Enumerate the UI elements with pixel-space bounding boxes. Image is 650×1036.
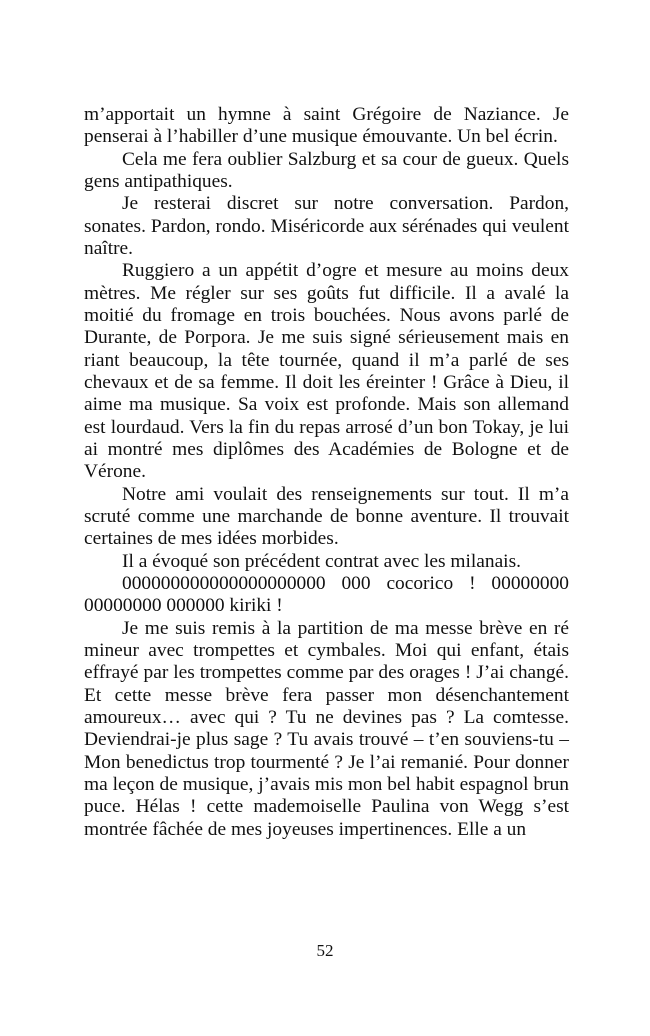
paragraph-3: Je resterai discret sur notre conversation. Pardon, sonates. Pardon, rondo. Miséricorde aux sérénades qui veulent naître. <box>84 193 569 259</box>
paragraph-7: 000000000000000000000 000 cocorico ! 00000000 00000000 000000 kiriki ! <box>84 572 569 617</box>
page-number: 52 <box>316 941 334 960</box>
page-body <box>84 104 569 841</box>
paragraph-6: Il a évoqué son précédent contrat avec les milanais. <box>122 550 521 572</box>
paragraph-1: m’apportait un hymne à saint Grégoire de Naziance. Je penserai à l’habiller d’une musique émouvante. Un bel écrin. <box>84 104 569 148</box>
paragraph-8: Je me suis remis à la partition de ma messe brève en ré mineur avec trompettes et cymbales. Moi qui enfant, étais effrayé par les trompettes comme par des orages ! J’ai changé. Et cette messe brève fera passer mon désenchantement amoureux… avec qui ? Tu ne devines pas ? La comtesse. Deviendrai-je plus sage ? Tu avais trouvé – t’en souviens-tu – Mon benedictus trop tourmenté ? Je l’ai remanié. Pour donner ma leçon de musique, j’avais mis mon bel habit espagnol brun puce. Hélas ! cette mademoiselle Paulina von Wegg s’est montrée fâchée de mes joyeuses impertinences. Elle a un <box>84 617 569 840</box>
paragraph-4: Ruggiero a un appétit d’ogre et mesure au moins deux mètres. Me régler sur ses goûts fut difficile. Il a avalé la moitié du fromage en trois bouchées. Nous avons parlé de Durante, de Porpora. Je me suis signé sérieusement mais en riant beaucoup, la tête tournée, quand il m’a parlé de ses chevaux et de sa femme. Il doit les éreinter ! Grâce à Dieu, il aime ma musique. Sa voix est profonde. Mais son allemand est lourdaud. Vers la fin du repas arrosé d’un bon Tokay, je lui ai montré mes diplômes des Académies de Bologne et de Vérone. <box>84 260 569 483</box>
paragraph-2: Cela me fera oublier Salzburg et sa cour de gueux. Quels gens antipathiques. <box>84 148 569 192</box>
paragraph-5: Notre ami voulait des renseignements sur tout. Il m’a scruté comme une marchande de bonne aventure. Il trouvait certaines de mes idées morbides. <box>84 483 569 550</box>
